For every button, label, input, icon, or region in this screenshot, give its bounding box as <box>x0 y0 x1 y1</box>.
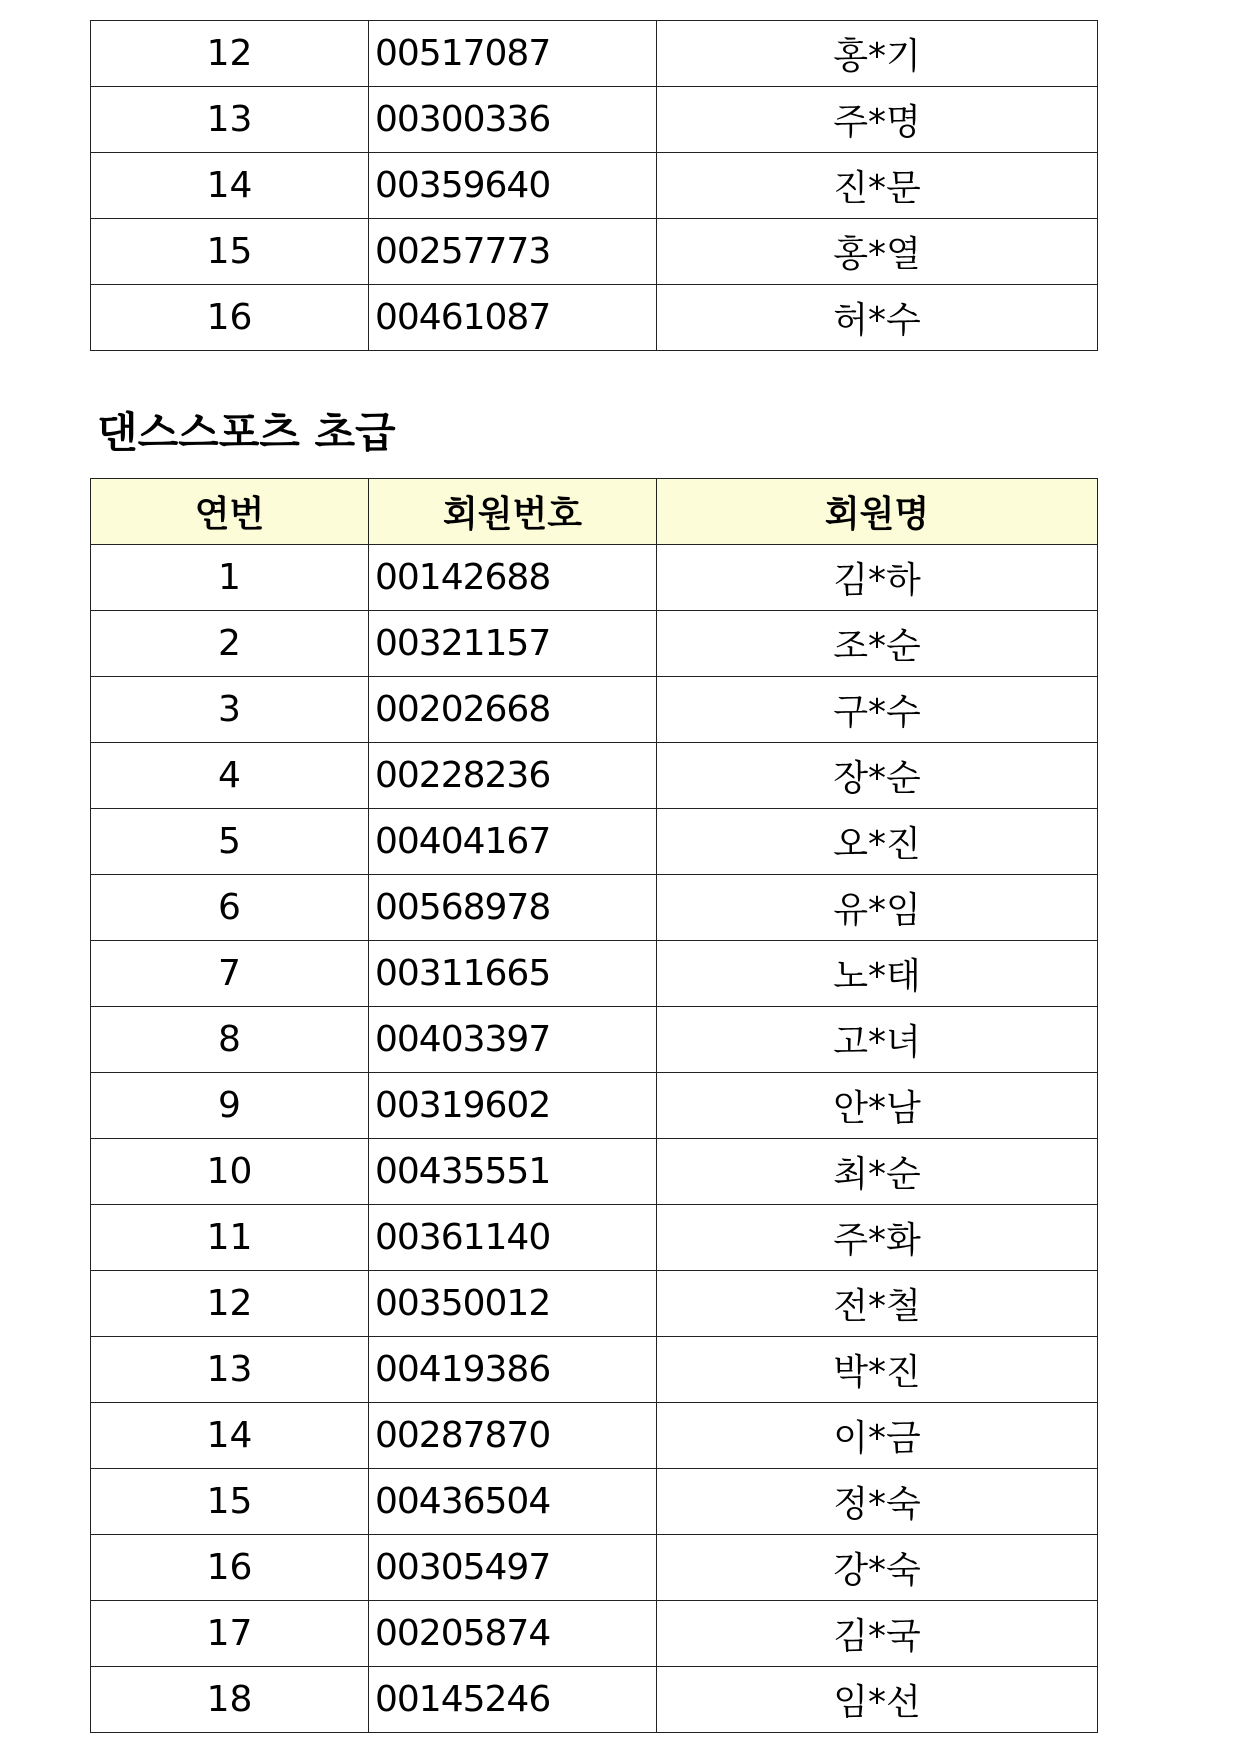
member-name: 임*선 <box>657 1667 1098 1733</box>
row-number: 16 <box>91 285 369 351</box>
table-row <box>91 153 1098 219</box>
row-number: 1 <box>91 545 369 611</box>
member-id: 00205874 <box>369 1601 657 1667</box>
row-number: 12 <box>91 1271 369 1337</box>
member-id: 00568978 <box>369 875 657 941</box>
member-id: 00517087 <box>369 21 657 87</box>
member-name: 장*순 <box>657 743 1098 809</box>
table-row <box>91 21 1098 87</box>
table-row <box>91 1469 1098 1535</box>
table-row <box>91 1139 1098 1205</box>
row-number: 2 <box>91 611 369 677</box>
row-number: 3 <box>91 677 369 743</box>
header-name: 회원명 <box>657 479 1098 545</box>
member-name: 홍*기 <box>657 21 1098 87</box>
table-row <box>91 1601 1098 1667</box>
member-name: 이*금 <box>657 1403 1098 1469</box>
member-id: 00404167 <box>369 809 657 875</box>
row-number: 10 <box>91 1139 369 1205</box>
member-name: 강*숙 <box>657 1535 1098 1601</box>
member-id: 00202668 <box>369 677 657 743</box>
member-name: 최*순 <box>657 1139 1098 1205</box>
row-number: 16 <box>91 1535 369 1601</box>
table-row <box>91 875 1098 941</box>
row-number: 13 <box>91 1337 369 1403</box>
member-id: 00319602 <box>369 1073 657 1139</box>
member-name: 김*국 <box>657 1601 1098 1667</box>
member-id: 00461087 <box>369 285 657 351</box>
table-row <box>91 1403 1098 1469</box>
row-number: 14 <box>91 153 369 219</box>
member-id: 00350012 <box>369 1271 657 1337</box>
row-number: 15 <box>91 1469 369 1535</box>
header-member-id: 회원번호 <box>369 479 657 545</box>
row-number: 13 <box>91 87 369 153</box>
member-name: 고*녀 <box>657 1007 1098 1073</box>
table-row <box>91 1073 1098 1139</box>
member-id: 00359640 <box>369 153 657 219</box>
row-number: 11 <box>91 1205 369 1271</box>
member-table <box>90 478 1098 1733</box>
member-id: 00300336 <box>369 87 657 153</box>
member-name: 주*화 <box>657 1205 1098 1271</box>
table-row <box>91 545 1098 611</box>
member-name: 전*철 <box>657 1271 1098 1337</box>
row-number: 9 <box>91 1073 369 1139</box>
row-number: 17 <box>91 1601 369 1667</box>
member-id: 00142688 <box>369 545 657 611</box>
table-row <box>91 611 1098 677</box>
row-number: 18 <box>91 1667 369 1733</box>
member-name: 안*남 <box>657 1073 1098 1139</box>
table-row <box>91 1337 1098 1403</box>
member-name: 김*하 <box>657 545 1098 611</box>
member-name: 노*태 <box>657 941 1098 1007</box>
member-id: 00361140 <box>369 1205 657 1271</box>
table-row <box>91 219 1098 285</box>
member-name: 허*수 <box>657 285 1098 351</box>
table-row <box>91 941 1098 1007</box>
member-name: 조*순 <box>657 611 1098 677</box>
member-id: 00228236 <box>369 743 657 809</box>
member-table-body <box>91 545 1098 1733</box>
row-number: 15 <box>91 219 369 285</box>
table-row <box>91 809 1098 875</box>
row-number: 12 <box>91 21 369 87</box>
table-header-row <box>91 479 1098 545</box>
member-id: 00287870 <box>369 1403 657 1469</box>
member-name: 박*진 <box>657 1337 1098 1403</box>
continued-table-body <box>91 21 1098 351</box>
table-row <box>91 743 1098 809</box>
table-row <box>91 1667 1098 1733</box>
member-name: 구*수 <box>657 677 1098 743</box>
row-number: 5 <box>91 809 369 875</box>
section-title: 댄스스포츠 초급 <box>97 408 396 457</box>
member-name: 주*명 <box>657 87 1098 153</box>
continued-member-table <box>90 20 1098 351</box>
member-id: 00436504 <box>369 1469 657 1535</box>
table-row <box>91 1205 1098 1271</box>
table-row <box>91 677 1098 743</box>
member-id: 00321157 <box>369 611 657 677</box>
member-id: 00145246 <box>369 1667 657 1733</box>
member-name: 진*문 <box>657 153 1098 219</box>
member-name: 정*숙 <box>657 1469 1098 1535</box>
member-id: 00403397 <box>369 1007 657 1073</box>
member-name: 유*임 <box>657 875 1098 941</box>
member-id: 00257773 <box>369 219 657 285</box>
member-id: 00311665 <box>369 941 657 1007</box>
table-row <box>91 1535 1098 1601</box>
row-number: 6 <box>91 875 369 941</box>
header-no: 연번 <box>91 479 369 545</box>
table-row <box>91 285 1098 351</box>
row-number: 7 <box>91 941 369 1007</box>
row-number: 8 <box>91 1007 369 1073</box>
table-row <box>91 87 1098 153</box>
member-name: 오*진 <box>657 809 1098 875</box>
member-id: 00419386 <box>369 1337 657 1403</box>
member-name: 홍*열 <box>657 219 1098 285</box>
table-row <box>91 1271 1098 1337</box>
row-number: 14 <box>91 1403 369 1469</box>
member-id: 00305497 <box>369 1535 657 1601</box>
table-row <box>91 1007 1098 1073</box>
member-id: 00435551 <box>369 1139 657 1205</box>
row-number: 4 <box>91 743 369 809</box>
